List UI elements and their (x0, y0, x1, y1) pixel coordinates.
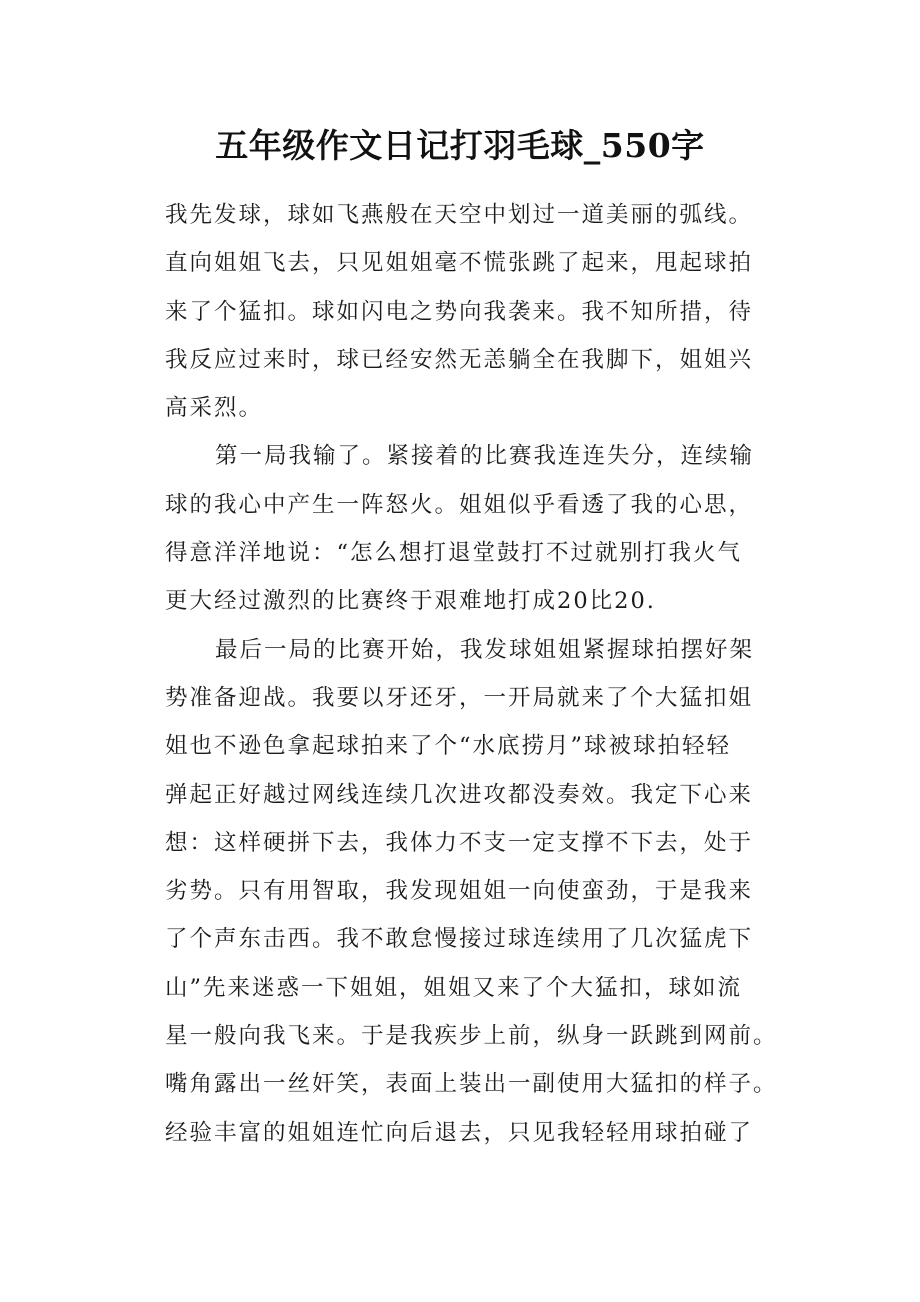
text-line: 得意洋洋地说：“怎么想打退堂鼓打不过就别打我火气 (165, 540, 743, 567)
paragraph-first-line: 第一局我输了。紧接着的比赛我连连失分，连续输 (215, 443, 755, 470)
text-line: 嘴角露出一丝奸笑，表面上装出一副使用大猛扣的样子。 (165, 1071, 778, 1098)
text-line: 我先发球，球如飞燕般在天空中划过一道美丽的弧线。 (165, 202, 754, 228)
text-line: 了个声东击西。我不敢怠慢接过球连续用了几次猛虎下 (165, 926, 754, 953)
text-line: 来了个猛扣。球如闪电之势向我袭来。我不知所措，待 (165, 298, 754, 325)
document-title: 五年级作文日记打羽毛球_550字 (215, 126, 705, 165)
text-line: 高采烈。 (165, 395, 264, 422)
text-line: 姐也不逊色拿起球拍来了个“水底捞月”球被球拍轻轻 (165, 733, 732, 760)
text-line: 球的我心中产生一阵怒火。姐姐似乎看透了我的心思， (165, 491, 754, 518)
text-line: 势准备迎战。我要以牙还牙，一开局就来了个大猛扣姐 (165, 684, 754, 711)
text-line: 想：这样硬拼下去，我体力不支一定支撑不下去，处于 (165, 829, 754, 856)
text-line: 星一般向我飞来。于是我疾步上前，纵身一跃跳到网前。 (165, 1023, 778, 1050)
text-line: 直向姐姐飞去，只见姐姐毫不慌张跳了起来，甩起球拍 (165, 250, 754, 277)
text-line: 更大经过激烈的比赛终于艰难地打成20比20. (165, 588, 656, 615)
paragraph-first-line: 最后一局的比赛开始，我发球姐姐紧握球拍摆好架 (215, 636, 755, 663)
text-line: 弹起正好越过网线连续几次进攻都没奏效。我定下心来 (165, 781, 754, 808)
text-line: 山”先来迷惑一下姐姐，姐姐又来了个大猛扣，球如流 (165, 974, 743, 1001)
text-line: 劣势。只有用智取，我发现姐姐一向使蛮劲，于是我来 (165, 878, 754, 905)
text-line: 经验丰富的姐姐连忙向后退去，只见我轻轻用球拍碰了 (165, 1119, 754, 1146)
document-body (165, 191, 778, 1157)
text-line: 我反应过来时，球已经安然无恙躺全在我脚下，姐姐兴 (165, 346, 754, 373)
